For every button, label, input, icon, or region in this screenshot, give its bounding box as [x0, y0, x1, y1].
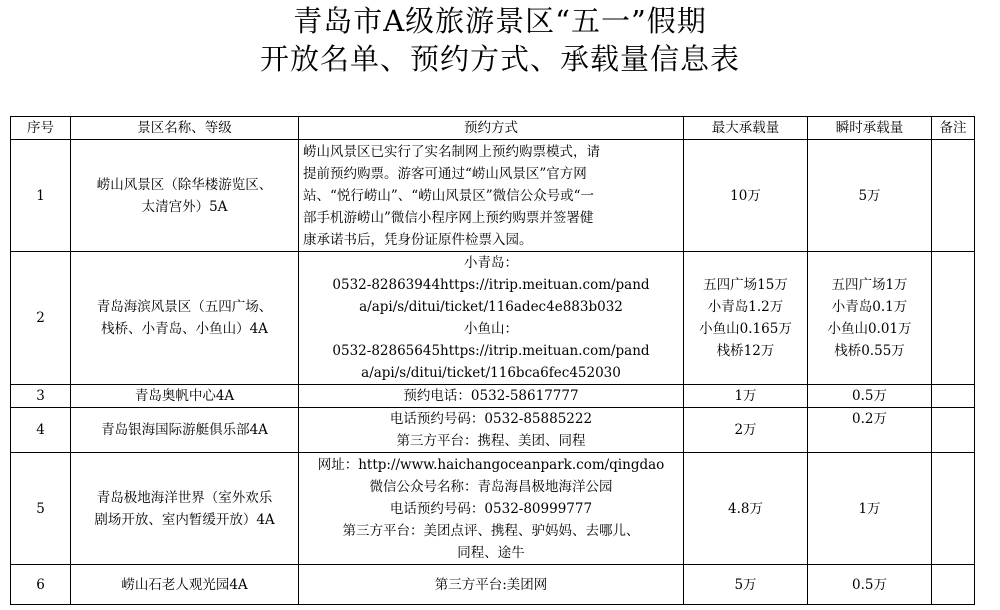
max-line: 五四广场15万	[703, 277, 788, 293]
method-line: 微信公众号名称：青岛海昌极地海洋公园	[369, 478, 613, 495]
cell-no: 2	[11, 252, 71, 385]
cell-note	[932, 565, 975, 605]
cell-note	[932, 385, 975, 408]
cell-method	[299, 252, 684, 385]
cell-name	[71, 453, 299, 565]
cell-max: 4.8万	[684, 453, 808, 565]
method-line: 站、“悦行崂山”、“崂山风景区”微信公众号或“一	[303, 187, 595, 204]
header-row	[11, 117, 975, 140]
method-line: 0532-82865645https://itrip.meituan.com/pand	[332, 343, 650, 359]
instant-line: 栈桥0.55万	[834, 343, 905, 359]
title-block	[0, 0, 1000, 78]
method-line: a/api/s/ditui/ticket/116bca6fec452030	[361, 365, 621, 381]
table-row	[11, 140, 975, 252]
max-line: 小鱼山0.165万	[699, 321, 792, 337]
header-instant: 瞬时承载量	[808, 117, 932, 140]
name-line: 青岛极地海洋世界（室外欢乐	[96, 489, 273, 506]
header-note: 备注	[932, 117, 975, 140]
method-line: 电话预约号码：0532-85885222	[389, 411, 593, 427]
cell-max	[684, 252, 808, 385]
method-line: 电话预约号码：0532-80999777	[389, 500, 593, 517]
table-row	[11, 453, 975, 565]
page-subtitle: 开放名单、预约方式、承载量信息表	[259, 42, 740, 76]
method-line: 同程、途牛	[457, 544, 525, 561]
name-line: 青岛海滨风景区（五四广场、	[96, 299, 273, 315]
table-row	[11, 385, 975, 408]
cell-instant: 0.5万	[808, 385, 932, 408]
cell-no: 4	[11, 408, 71, 453]
cell-name: 青岛银海国际游艇俱乐部4A	[71, 408, 299, 453]
cell-instant: 5万	[808, 140, 932, 252]
header-no: 序号	[11, 117, 71, 140]
method-line: 部手机游崂山”微信小程序网上预约购票并签署健	[303, 209, 594, 226]
method-line: 崂山风景区已实行了实名制网上预约购票模式，请	[303, 143, 600, 160]
cell-note	[932, 140, 975, 252]
name-line: 太清宫外）5A	[141, 198, 228, 215]
cell-name	[71, 140, 299, 252]
cell-name: 青岛奥帆中心4A	[71, 385, 299, 408]
header-name: 景区名称、等级	[71, 117, 299, 140]
cell-name	[71, 252, 299, 385]
max-line: 小青岛1.2万	[707, 299, 784, 315]
cell-no: 3	[11, 385, 71, 408]
cell-note	[932, 252, 975, 385]
instant-line: 小青岛0.1万	[831, 299, 908, 315]
name-line: 崂山风景区（除华楼游览区、	[96, 176, 273, 193]
cell-instant: 0.5万	[808, 565, 932, 605]
cell-instant	[808, 252, 932, 385]
method-line: 小鱼山：	[464, 321, 518, 337]
cell-max: 5万	[684, 565, 808, 605]
page-title: 青岛市A级旅游景区“五一”假期	[293, 4, 707, 38]
cell-method: 第三方平台:美团网	[299, 565, 684, 605]
cell-instant: 1万	[808, 453, 932, 565]
method-line: 提前预约购票。游客可通过“崂山风景区”官方网	[303, 165, 587, 182]
cell-method: 预约电话：0532-58617777	[299, 385, 684, 408]
cell-method	[299, 453, 684, 565]
cell-instant: 0.2万	[808, 408, 932, 453]
cell-no: 5	[11, 453, 71, 565]
cell-max: 1万	[684, 385, 808, 408]
header-max: 最大承载量	[684, 117, 808, 140]
table-row	[11, 252, 975, 385]
max-line: 栈桥12万	[716, 343, 775, 359]
cell-note	[932, 453, 975, 565]
table-row	[11, 565, 975, 605]
cell-method	[299, 140, 684, 252]
method-line: 网址：http://www.haichangoceanpark.com/qingdao	[317, 456, 665, 473]
method-line: a/api/s/ditui/ticket/116adec4e883b032	[359, 299, 623, 315]
name-line: 剧场开放、室内暂缓开放）4A	[94, 511, 275, 528]
cell-max: 10万	[684, 140, 808, 252]
cell-no: 1	[11, 140, 71, 252]
method-line: 0532-82863944https://itrip.meituan.com/pand	[332, 277, 650, 293]
method-line: 康承诺书后，凭身份证原件检票入园。	[303, 231, 533, 248]
instant-line: 小鱼山0.01万	[827, 321, 912, 337]
method-line: 第三方平台：美团点评、携程、驴妈妈、去哪儿、	[342, 522, 640, 539]
name-line: 栈桥、小青岛、小鱼山）4A	[101, 321, 268, 337]
cell-no: 6	[11, 565, 71, 605]
instant-line: 五四广场1万	[831, 277, 908, 293]
cell-note	[932, 408, 975, 453]
header-method: 预约方式	[299, 117, 684, 140]
method-line: 小青岛：	[464, 255, 518, 271]
cell-max: 2万	[684, 408, 808, 453]
method-line: 第三方平台：携程、美团、同程	[396, 433, 586, 449]
cell-name: 崂山石老人观光园4A	[71, 565, 299, 605]
cell-method	[299, 408, 684, 453]
info-table	[10, 116, 975, 605]
table-row	[11, 408, 975, 453]
